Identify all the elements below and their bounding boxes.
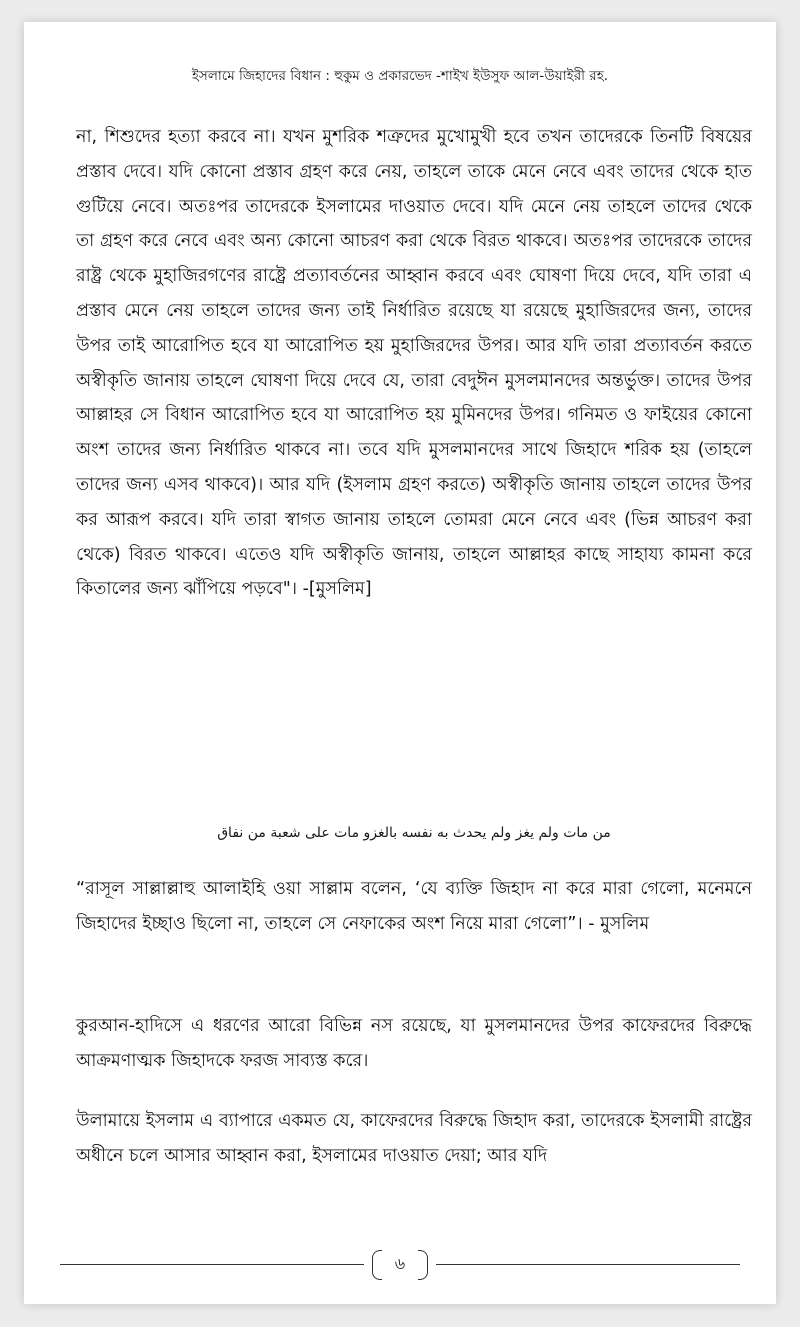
page-number: ৬	[394, 1254, 406, 1273]
paragraph-hadith-continuation: না, শিশুদের হত্যা করবে না। যখন মুশরিক শত্রুদের মুখোমুখী হবে তখন তাদেরকে তিনটি বিষয়ের প্রস্তাব দেবে। যদি কোনো প্রস্তাব গ্রহণ করে নেয়, তাহলে তাকে মেনে নেবে এবং তাদের থেকে হাত গুটিয়ে নেবে। অতঃপর তাদেরকে ইসলামের দাওয়াত দেবে। যদি মেনে নেয় তাহলে তাদের থেকে তা গ্রহণ করে নেবে এবং অন্য কোনো আচরণ করা থেকে বিরত থাকবে। অতঃপর তাদেরকে তাদের রাষ্ট্র থেকে মুহাজিরগণের রাষ্ট্রে প্রত্যাবর্তনের আহ্বান করবে এবং ঘোষণা দিয়ে দেবে, যদি তারা এ প্রস্তাব মেনে নেয় তাহলে তাদের জন্য তাই নির্ধারিত রয়েছে যা রয়েছে মুহাজিরদের জন্য, তাদের উপর তাই আরোপিত হবে যা আরোপিত হয় মুহাজিরদের উপর। আর যদি তারা প্রত্যাবর্তন করতে অস্বীকৃতি জানায় তাহলে ঘোষণা দিয়ে দেবে যে, তারা বেদুঈন মুসলমানদের অন্তর্ভুক্ত। তাদের উপর আল্লাহর সে বিধান আরোপিত হবে যা আরোপিত হয় মুমিনদের উপর। গনিমত ও ফাইয়ের কোনো অংশ তাদের জন্য নির্ধারিত থাকবে না। তবে যদি মুসলমানদের সাথে জিহাদে শরিক হয় (তাহলে তাদের জন্য এসব থাকবে)। আর যদি (ইসলাম গ্রহণ করতে) অস্বীকৃতি জানায় তাহলে তাদের উপর কর আরূপ করবে। যদি তারা স্বাগত জানায় তাহলে তোমরা মেনে নেবে এবং (ভিন্ন আচরণ করা থেকে) বিরত থাকবে। এতেও যদি অস্বীকৃতি জানায়, তাহলে আল্লাহর কাছে সাহায্য কামনা করে কিতালের জন্য ঝাঁপিয়ে পড়বে"। -[মুসলিম]	[76, 127, 752, 600]
page-number-box	[372, 1248, 428, 1280]
footer-rule-left	[60, 1264, 364, 1265]
paragraph-ulama-consensus: উলামায়ে ইসলাম এ ব্যাপারে একমত যে, কাফেরদের বিরুদ্ধে জিহাদ করা, তাদেরকে ইসলামী রাষ্ট্রের অধীনে চলে আসার আহ্বান করা, ইসলামের দাওয়াত দেয়া; আর যদি	[76, 1111, 752, 1166]
footer-rule-right	[436, 1264, 740, 1265]
brace-left-icon	[372, 1250, 382, 1280]
arabic-hadith-text: من مات ولم يغز ولم يحدث به نفسه بالغزو مات على شعبة من نفاق	[217, 825, 611, 841]
running-header: ইসলামে জিহাদের বিধান : হুকুম ও প্রকারভেদ -শাইখ ইউসুফ আল-উয়াইরী রহ.	[191, 68, 609, 84]
document-page	[24, 22, 776, 1304]
page-footer	[60, 1244, 740, 1284]
paragraph-hadith-translation: “রাসূল সাল্লাল্লাহু আলাইহি ওয়া সাল্লাম বলেন, ‘যে ব্যক্তি জিহাদ না করে মারা গেলো, মনেমনে জিহাদের ইচ্ছাও ছিলো না, তাহলে সে নেফাকের অংশ নিয়ে মারা গেলো”। - মুসলিম	[76, 879, 752, 934]
brace-right-icon	[418, 1250, 428, 1280]
paragraph-nass-summary: কুরআন-হাদিসে এ ধরণের আরো বিভিন্ন নস রয়েছে, যা মুসলমানদের উপর কাফেরদের বিরুদ্ধে আক্রমণাত্মক জিহাদকে ফরজ সাব্যস্ত করে।	[76, 1016, 752, 1071]
